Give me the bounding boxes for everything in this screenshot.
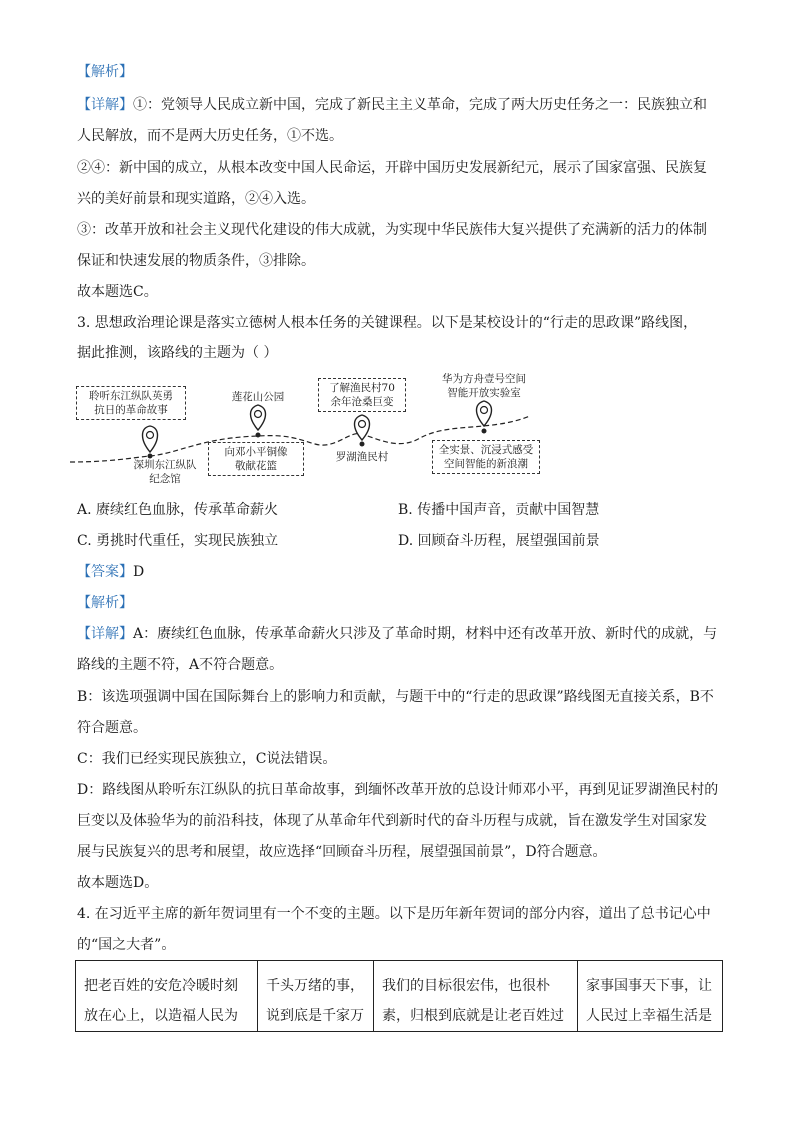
cell-text: 放在心上，以造福人民为 [84,1008,238,1024]
detail-tag: 【详解】 [77,626,133,642]
question-stem: 据此推测，该路线的主题为（ ） [77,345,278,361]
cell-text: 千头万绪的事， [266,978,364,994]
detail-text: A：赓续红色血脉，传承革命薪火只涉及了革命时期，材料中还有改革开放、新时代的成就，与 [133,626,718,642]
cell-text: 素，归根到底就是让老百姓过 [382,1008,564,1024]
stop1-activity-box [76,386,186,420]
option-d[interactable]: D. 回顾奋斗历程，展望强国前景 [398,533,600,549]
analysis-line: 路线的主题不符，A不符合题意。 [77,657,284,673]
option-b[interactable]: B. 传播中国声音，贡献中国智慧 [398,502,600,518]
analysis-heading: 【解析】 [77,64,133,80]
question-stem: 3. 思想政治理论课是落实立德树人根本任务的关键课程。以下是某校设计的“行走的思政课”路线图， [77,315,698,331]
analysis-line: 故本题选C。 [77,284,158,300]
stop1-label [120,458,210,486]
analysis-line: ②④：新中国的成立，从根本改变中国人民命运，开辟中国历史发展新纪元，展示了国家富强、民族复 [77,160,707,176]
cell-text: 说到底是千家万 [266,1008,364,1024]
box-text: 余年沧桑巨变 [330,396,394,408]
option-a[interactable]: A. 赓续红色血脉，传承革命薪火 [77,502,279,518]
location-pin-icon [251,405,266,438]
label-text: 纪念馆 [149,473,181,485]
analysis-line: D：路线图从聆听东江纵队的抗日革命故事，到缅怀改革开放的总设计师邓小平，再到见证罗湖渔民村的 [77,782,719,798]
location-pin-icon [143,426,158,459]
cell-text: 人民过上幸福生活是 [586,1008,712,1024]
answer-line [77,562,144,582]
stop2-label: 莲花山公园 [231,391,285,403]
analysis-line: C：我们已经实现民族独立，C说法错误。 [77,751,337,767]
answer-tag: 【答案】 [77,564,133,580]
box-text: 抗日的革命故事 [94,404,168,416]
analysis-line: 符合题意。 [77,720,147,736]
box-text: 了解渔民村70 [329,382,395,394]
box-text: 全实景、沉浸式感受 [438,444,534,456]
answer-value: D [133,564,145,580]
stop3-label: 罗湖渔民村 [335,451,389,463]
table-cell [374,961,578,1032]
analysis-line [77,95,707,115]
location-pin-icon [477,401,492,434]
question-stem: 的“国之大者”。 [77,937,176,953]
box-text: 向邓小平铜像 [224,446,288,458]
table-cell [258,961,374,1032]
box-text: 空间智能的新浪潮 [444,458,528,470]
table-cell [578,961,723,1032]
cell-text: 我们的目标很宏伟，也很朴 [382,978,550,994]
label-text: 华为方舟壹号空间 [442,373,526,385]
quote-table [75,960,723,1032]
question-stem: 4. 在习近平主席的新年贺词里有一个不变的主题。以下是历年新年贺词的部分内容，道出了总书记心中 [77,906,711,922]
stop4-activity-box [432,440,540,474]
analysis-heading: 【解析】 [77,595,133,611]
option-c[interactable]: C. 勇挑时代重任，实现民族独立 [77,533,279,549]
route-diagram [70,370,540,488]
analysis-line: 巨变以及体验华为的前沿科技，体现了从革命年代到新时代的奋斗历程与成就，旨在激发学生对国家发 [77,813,707,829]
analysis-line [77,624,717,644]
stop4-label [424,372,544,400]
box-text: 聆听东江纵队英勇 [89,390,173,402]
analysis-line: B：该选项强调中国在国际舞台上的影响力和贡献，与题干中的“行走的思政课”路线图无直接关系，B不 [77,689,714,705]
analysis-line: 兴的美好前景和现实道路，②④入选。 [77,191,315,207]
analysis-line: 保证和快速发展的物质条件，③排除。 [77,253,315,269]
analysis-line: 展与民族复兴的思考和展望，故应选择“回顾奋斗历程，展望强国前景”，D符合题意。 [77,844,607,860]
cell-text: 把老百姓的安危冷暖时刻 [84,978,238,994]
label-text: 深圳东江纵队 [133,459,197,471]
stop2-activity-box [208,442,304,476]
analysis-line: 故本题选D。 [77,875,159,891]
detail-text: ①：党领导人民成立新中国，完成了新民主主义革命，完成了两大历史任务之一：民族独立和 [133,97,707,113]
table-cell [76,961,258,1032]
stop3-activity-box [318,378,406,412]
analysis-line: 人民解放，而不是两大历史任务，①不选。 [77,128,343,144]
detail-tag: 【详解】 [77,97,133,113]
box-text: 敬献花篮 [235,460,277,472]
cell-text: 家事国事天下事，让 [586,978,712,994]
location-pin-icon [355,415,370,447]
table-row [76,961,723,1032]
label-text: 智能开放实验室 [447,387,521,399]
analysis-line: ③：改革开放和社会主义现代化建设的伟大成就，为实现中华民族伟大复兴提供了充满新的活力的体制 [77,222,707,238]
